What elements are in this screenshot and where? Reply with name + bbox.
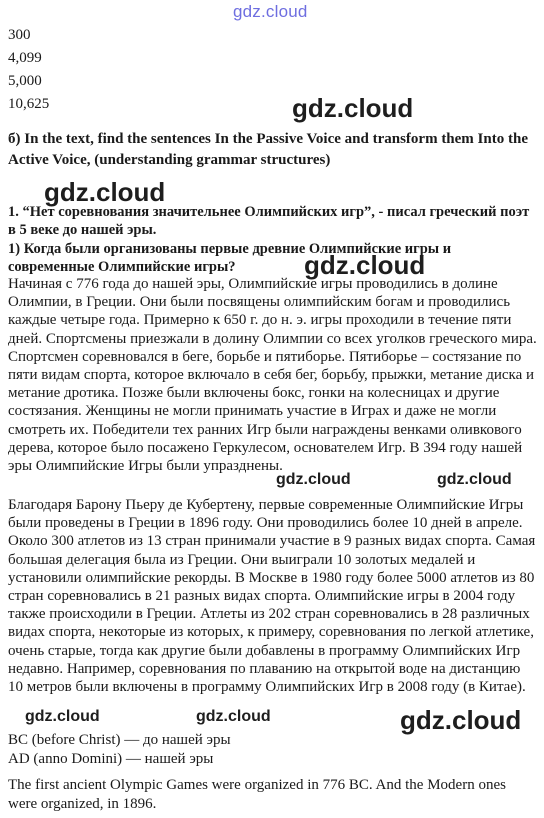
watermark: gdz.cloud	[44, 177, 166, 207]
task-heading: б) In the text, find the sentences In the Passive Voice and transform them Into the Active Voice, (understanding grammar structures)	[8, 131, 528, 168]
number-item: 300	[8, 27, 31, 43]
watermark: gdz.cloud	[292, 93, 414, 123]
abbreviation-list	[8, 731, 231, 769]
answer-text: The first ancient Olympic Games were organized in 776 BC. And the Modern ones were organized, in 1896.	[8, 777, 506, 812]
number-item: 5,000	[8, 73, 42, 89]
number-item: 10,625	[8, 96, 50, 112]
number-item: 4,099	[8, 50, 42, 66]
abbreviation-bc: BC (before Christ) — до нашей эры	[8, 732, 231, 748]
top-watermark: gdz.cloud	[233, 2, 308, 21]
quote-heading: 1. “Нет соревнования значительнее Олимпийских игр”, - писал греческий поэт в 5 веке до нашей эры.	[8, 204, 530, 238]
number-list	[8, 24, 49, 116]
watermark: gdz.cloud	[400, 705, 522, 735]
question-heading: 1) Когда были организованы первые древние Олимпийские игры и современные Олимпийские игры?	[8, 241, 452, 275]
watermark: gdz.cloud	[276, 471, 351, 488]
paragraph-ancient-games: Начиная с 776 года до нашей эры, Олимпийские игры проводились в долине Олимпии, в Греции. Они были посвящены олимпийским богам и проводились каждые четыре года. Примерно к 650 г. до н. э. игры проходили в течение пяти дней. Спортсмены приезжали в долину Олимпии со всех уголков греческого мира. Спортсмен соревновался в беге, борьбе и пятиборье. Пятиборье – состязание по пяти видам спорта, которое включало в себя бег, борьбу, прыжки, метание диска и метание дротика. Позже были включены бокс, гонки на колесницах и другие состязания. Женщины не могли принимать участие в Играх и даже не могли смотреть их. Победители тех ранних Игр были награждены венками оливкового дерева, которое было посажено Геркулесом, основателем Игр. В 394 году нашей эры Олимпийские Игры были упразднены.	[8, 276, 537, 475]
watermark: gdz.cloud	[25, 708, 100, 725]
watermark: gdz.cloud	[196, 708, 271, 725]
abbreviation-ad: AD (anno Domini) — нашей эры	[8, 751, 214, 767]
watermark: gdz.cloud	[437, 471, 512, 488]
paragraph-modern-games: Благодаря Барону Пьеру де Кубертену, первые современные Олимпийские Игры были проведены в Греции в 1896 году. Они проводились более 10 дней в апреле. Около 300 атлетов из 13 стран принимали участие в 9 разных видах спорта. Самая большая делегация была из Греции. Они выиграли 10 золотых медалей и установили олимпийские рекорды. В Москве в 1980 году более 5000 атлетов из 80 стран соревновались в 21 разных видах спорта. Олимпийские игры в 2004 году также происходили в Греции. Атлеты из 202 стран соревновались в 28 различных видах спорта, некоторые из которых, к примеру, соревнования по легкой атлетике, очень старые, тогда как другие были добавлены в программу Олимпийских Игр недавно. Например, соревнования по плаванию на открытой воде на дистанцию 10 метров были включены в программу Олимпийских Игр в 2008 году (в Китае).	[8, 497, 536, 696]
watermark: gdz.cloud	[304, 250, 426, 280]
